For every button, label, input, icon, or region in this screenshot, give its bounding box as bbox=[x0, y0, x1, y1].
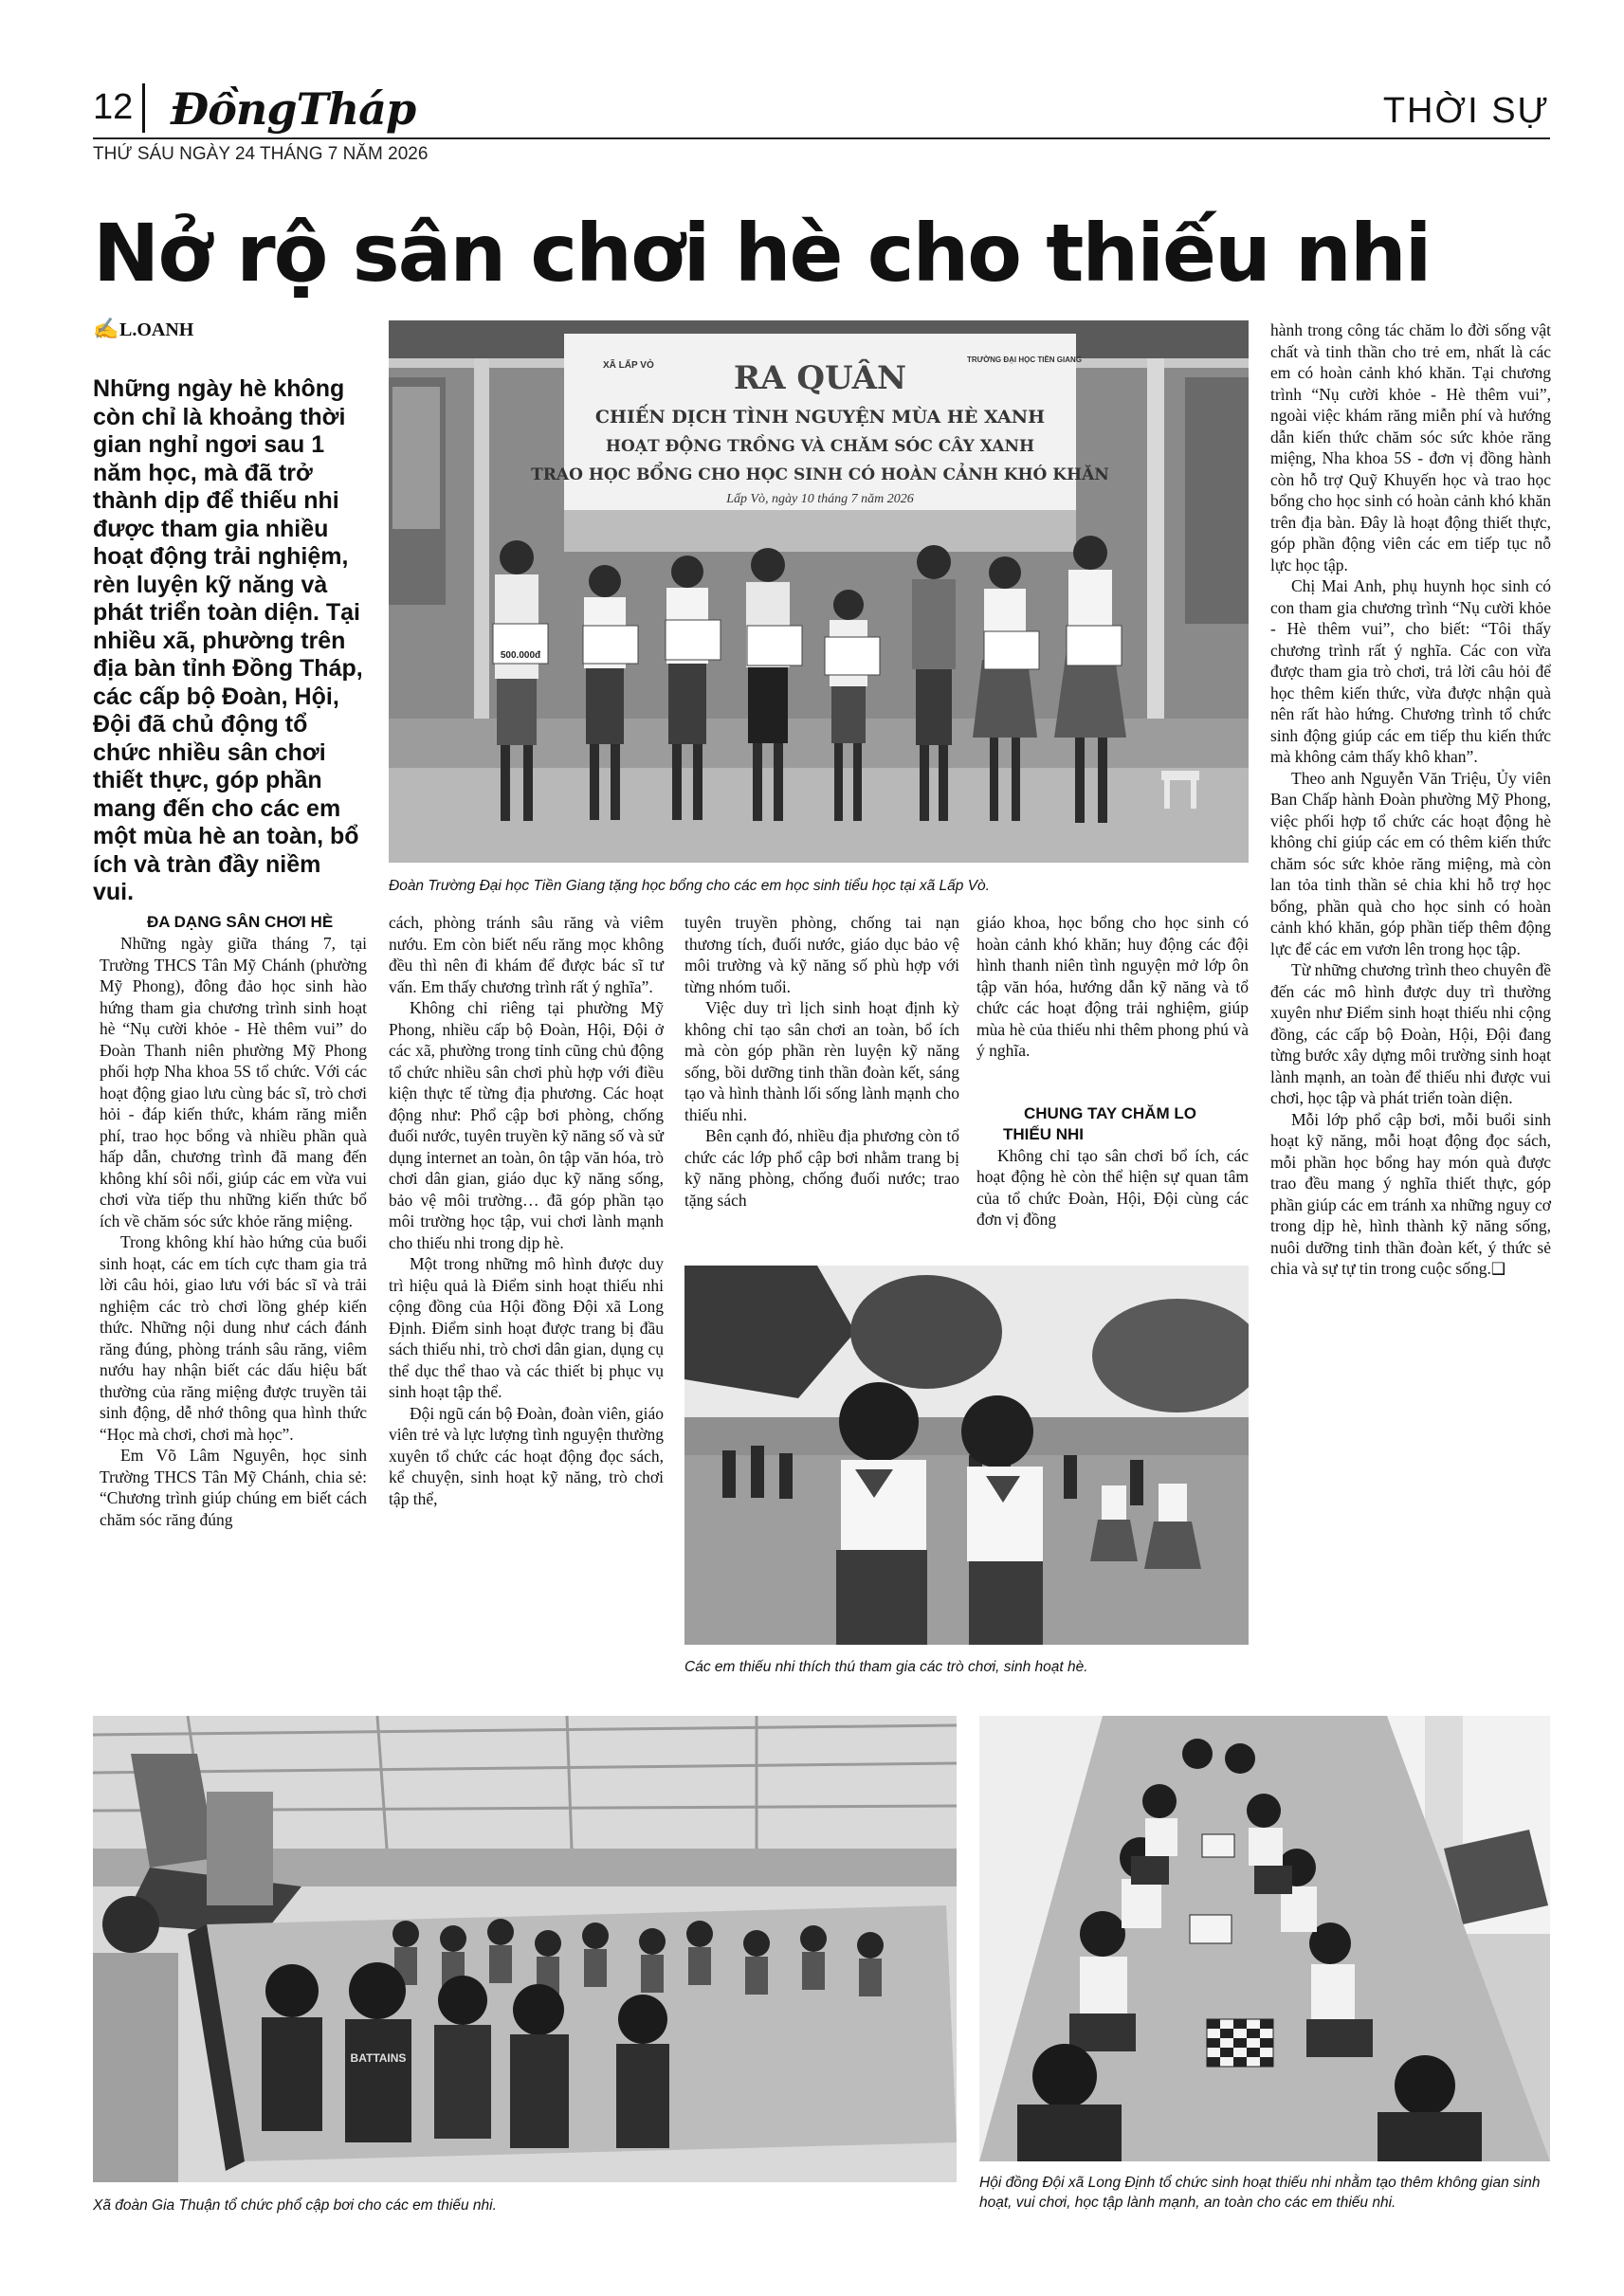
col5-paragraph bbox=[1270, 1109, 1551, 1281]
newspaper-logo: ĐồngTháp bbox=[171, 83, 416, 135]
col5-paragraph: Chị Mai Anh, phụ huynh học sinh có con tham gia chương trình “Nụ cười khỏe - Hè thêm vui”, cho biết: “Tôi thấy chương trình rất ý nghĩa. Các con vừa được tham gia trò chơi, trả lời câu hỏi để học thêm kiến thức, vừa được nhận quà nên rất hào hứng. Chương trình tổ chức sinh động giúp các em tiếp thu kiến thức mà không cảm thấy khô khan”. bbox=[1270, 576, 1551, 766]
photo-scholarship-caption: Đoàn Trường Đại học Tiền Giang tặng học bổng cho các em học sinh tiểu học tại xã Lấp Vò. bbox=[389, 878, 990, 894]
photo-children-games-caption: Các em thiếu nhi thích thú tham gia các trò chơi, sinh hoạt hè. bbox=[684, 1659, 1088, 1675]
issue-date: THỨ SÁU NGÀY 24 THÁNG 7 NĂM 2026 bbox=[93, 144, 429, 164]
col2-paragraph: cách, phòng tránh sâu răng và viêm nướu. Em còn biết nếu răng mọc không đều thì nên đi khám để được bác sĩ tư vấn. Em thấy chương trình rất ý nghĩa”. bbox=[389, 913, 664, 996]
col5-paragraph: Theo anh Nguyễn Văn Triệu, Ủy viên Ban Chấp hành Đoàn phường Mỹ Phong, việc phối hợp tổ chức các hoạt động hè không chỉ giúp các em có thêm kiến thức chăm sóc sức khỏe răng miệng, mà còn lan tỏa tinh thần sẻ chia khi hỗ trợ học bổng, phần quà cho học sinh có hoàn cảnh khó khăn, góp phần tiếp thêm động lực để các em vươn lên trong học tập. bbox=[1270, 768, 1551, 958]
pen-icon: ✍ bbox=[93, 317, 119, 340]
shirt-text: BATTAINS bbox=[350, 2051, 407, 2065]
banner-line5: Lấp Vò, ngày 10 tháng 7 năm 2026 bbox=[726, 492, 914, 506]
end-mark-icon: ❑ bbox=[1490, 1260, 1506, 1279]
col1-paragraph: Em Võ Lâm Nguyên, học sinh Trường THCS Tân Mỹ Chánh, chia sẻ: “Chương trình giúp chúng em biết cách chăm sóc răng đúng bbox=[100, 1446, 367, 1529]
article-lead: Những ngày hè không còn chỉ là khoảng thời gian nghỉ ngơi sau 1 năm học, mà đã trở thành dịp để thiếu nhi được tham gia nhiều hoạt động trải nghiệm, rèn luyện kỹ năng và phát triển toàn diện. Tại nhiều xã, phường trên địa bàn tỉnh Đồng Tháp, các cấp bộ Đoàn, Hội, Đội đã chủ động tổ chức nhiều sân chơi thiết thực, góp phần mang đến cho các em một mùa hè an toàn, bổ ích và tràn đầy niềm vui. bbox=[93, 375, 363, 905]
section-label: THỜI SỰ bbox=[1382, 91, 1550, 131]
board-amount: 500.000đ bbox=[500, 650, 541, 661]
col2-paragraph: Một trong những mô hình được duy trì hiệu quả là Điểm sinh hoạt thiếu nhi cộng đồng của Hội đồng Đội xã Long Định. Điểm sinh hoạt được trang bị đầu sách thiếu nhi, trò chơi dân gian, dụng cụ thể dục thể thao và các thiết bị phục vụ sinh hoạt tập thể. bbox=[389, 1254, 664, 1401]
col4-paragraph: giáo khoa, học bổng cho học sinh có hoàn cảnh khó khăn; huy động các đội hình thanh niên tình nguyện mở lớp ôn tập văn hóa, hướng dẫn kỹ năng và tổ chức các hoạt động trải nghiệm, giúp mùa hè của thiếu nhi thêm phong phú và ý nghĩa. bbox=[976, 913, 1249, 1060]
column-3 bbox=[684, 912, 959, 1211]
header-divider bbox=[142, 83, 145, 133]
subhead-1: ĐA DẠNG SÂN CHƠI HÈ bbox=[147, 913, 334, 931]
photo-children-games bbox=[684, 1266, 1249, 1645]
banner-left-org: XÃ LẤP VÒ bbox=[603, 360, 654, 371]
column-1 bbox=[100, 912, 367, 1530]
col3-paragraph: tuyên truyền phòng, chống tai nạn thương tích, đuối nước, giáo dục bảo vệ môi trường và kỹ năng số phù hợp với từng nhóm tuổi. bbox=[684, 913, 959, 996]
col3-paragraph: Việc duy trì lịch sinh hoạt định kỳ không chỉ tạo sân chơi an toàn, bổ ích mà còn góp phần rèn luyện kỹ năng sống, bồi dưỡng tinh thần đoàn kết, sáng tạo và hình thành lối sống lành mạnh cho thiếu nhi. bbox=[684, 998, 959, 1124]
byline bbox=[93, 317, 193, 341]
col5-paragraph: Từ những chương trình theo chuyên đề đến các mô hình được duy trì thường xuyên như Điểm sinh hoạt thiếu nhi cộng đồng, các cấp bộ Đoàn, Hội, Đội đang từng bước xây dựng môi trường sinh hoạt lành mạnh, an toàn để thiếu nhi được vui chơi, học tập và phát triển toàn diện. bbox=[1270, 960, 1551, 1107]
col4-paragraph: Không chỉ tạo sân chơi bổ ích, các hoạt động hè còn thể hiện sự quan tâm của tổ chức Đoàn, Hội, Đội cùng các đơn vị đồng bbox=[976, 1145, 1249, 1229]
column-2 bbox=[389, 912, 664, 1509]
banner-title: RA QUÂN bbox=[733, 359, 907, 397]
column-5 bbox=[1270, 319, 1551, 1281]
subhead-2: CHUNG TAY CHĂM LO THIẾU NHI bbox=[1003, 1103, 1196, 1143]
col2-paragraph: Không chỉ riêng tại phường Mỹ Phong, nhiều cấp bộ Đoàn, Hội, Đội ở các xã, phường trong tỉnh cũng chủ động tổ chức nhiều sân chơi phù hợp với điều kiện thực tế từng địa phương. Các hoạt động như: Phổ cập bơi phòng, chống đuối nước, tuyên truyền kỹ năng số và sử dụng internet an toàn, ôn tập văn hóa, trò chơi dân gian, giáo dục kỹ năng sống, bảo vệ môi trường… đã góp phần tạo môi trường học tập, vui chơi lành mạnh cho thiếu nhi trong dịp hè. bbox=[389, 998, 664, 1252]
photo-swimming-class bbox=[93, 1716, 957, 2182]
col1-paragraph: Trong không khí hào hứng của buổi sinh hoạt, các em tích cực tham gia trả lời câu hỏi, giao lưu với bác sĩ và trải nghiệm các trò chơi lồng ghép kiến thức. Những nội dung như cách đánh răng đúng, phòng tránh sâu răng, viêm nướu hay nhận biết các dấu hiệu bất thường của răng miệng được truyền tải sinh động, dễ nhớ thông qua hình thức “Học mà chơi, chơi mà học”. bbox=[100, 1232, 367, 1444]
author-name: L.OANH bbox=[119, 319, 194, 340]
photo-scholarship bbox=[389, 320, 1249, 863]
col1-paragraph: Những ngày giữa tháng 7, tại Trường THCS Tân Mỹ Chánh (phường Mỹ Phong), đông đảo học sinh hào hứng tham gia chương trình sinh hoạt hè “Nụ cười khỏe - Hè thêm vui” do Đoàn Thanh niên phường Mỹ Phong phối hợp Nha khoa 5S tổ chức. Với các hoạt động giao lưu cùng bác sĩ, trò chơi hỏi - đáp kiến thức, khám răng miễn phí, trao học bổng và nhiều phần quà hấp dẫn, chương trình đã mang đến không khí sôi nổi, giúp các em vừa vui chơi vừa tiếp thu những kiến thức bổ ích về chăm sóc sức khỏe răng miệng. bbox=[100, 934, 367, 1230]
col5-paragraph: hành trong công tác chăm lo đời sống vật chất và tinh thần cho trẻ em, nhất là các em có hoàn cảnh khó khăn. Tại chương trình “Nụ cười khỏe - Hè thêm vui”, ngoài việc khám răng miễn phí và hướng dẫn kiến thức chăm sóc sức khỏe răng miệng, Nha khoa 5S - đơn vị đồng hành còn hỗ trợ Quỹ Khuyến học và trao học bổng cho học sinh có hoàn cảnh khó khăn trên địa bàn. Đây là hoạt động thiết thực, góp phần động viên các em tiếp tục nỗ lực học tập. bbox=[1270, 320, 1551, 574]
page-number: 12 bbox=[93, 87, 134, 127]
banner-line2: CHIẾN DỊCH TÌNH NGUYỆN MÙA HÈ XANH bbox=[594, 407, 1046, 428]
col2-paragraph: Đội ngũ cán bộ Đoàn, đoàn viên, giáo viên trẻ và lực lượng tình nguyện thường xuyên tổ chức các hoạt động đọc sách, kể chuyện, sinh hoạt kỹ năng, trò chơi tập thể, bbox=[389, 1403, 664, 1508]
banner-line3: HOẠT ĐỘNG TRỒNG VÀ CHĂM SÓC CÂY XANH bbox=[605, 437, 1035, 456]
article-title: Nở rộ sân chơi hè cho thiếu nhi bbox=[93, 207, 1431, 300]
banner-right-org: TRƯỜNG ĐẠI HỌC TIỀN GIANG bbox=[967, 355, 1083, 364]
banner-line4: TRAO HỌC BỔNG CHO HỌC SINH CÓ HOÀN CẢNH KHÓ KHĂN bbox=[531, 465, 1109, 484]
photo-chess-activity bbox=[979, 1716, 1550, 2161]
col3-paragraph: Bên cạnh đó, nhiều địa phương còn tổ chức các lớp phổ cập bơi nhằm trang bị kỹ năng phòng, chống đuối nước; trao tặng sách bbox=[684, 1126, 959, 1210]
header-rule bbox=[93, 137, 1550, 139]
column-4 bbox=[976, 912, 1249, 1230]
photo-swimming-class-caption: Xã đoàn Gia Thuận tổ chức phổ cập bơi cho các em thiếu nhi. bbox=[93, 2197, 497, 2214]
photo-chess-activity-caption: Hội đồng Đội xã Long Định tổ chức sinh hoạt thiếu nhi nhằm tạo thêm không gian sinh hoạt, vui chơi, học tập lành mạnh, an toàn cho các em thiếu nhi. bbox=[979, 2175, 1541, 2211]
col5-final-paragraph: Mỗi lớp phổ cập bơi, mỗi buổi sinh hoạt kỹ năng, mỗi hoạt động đọc sách, mỗi phần học bổng hay món quà được trao đều mang ý nghĩa thiết thực, góp phần giúp các em tránh xa những nguy cơ trong dịp hè, hình thành kỹ năng sống, nuôi dưỡng tinh thần đoàn kết, ý thức sẻ chia và sự tự tin trong cuộc sống. bbox=[1270, 1109, 1551, 1278]
